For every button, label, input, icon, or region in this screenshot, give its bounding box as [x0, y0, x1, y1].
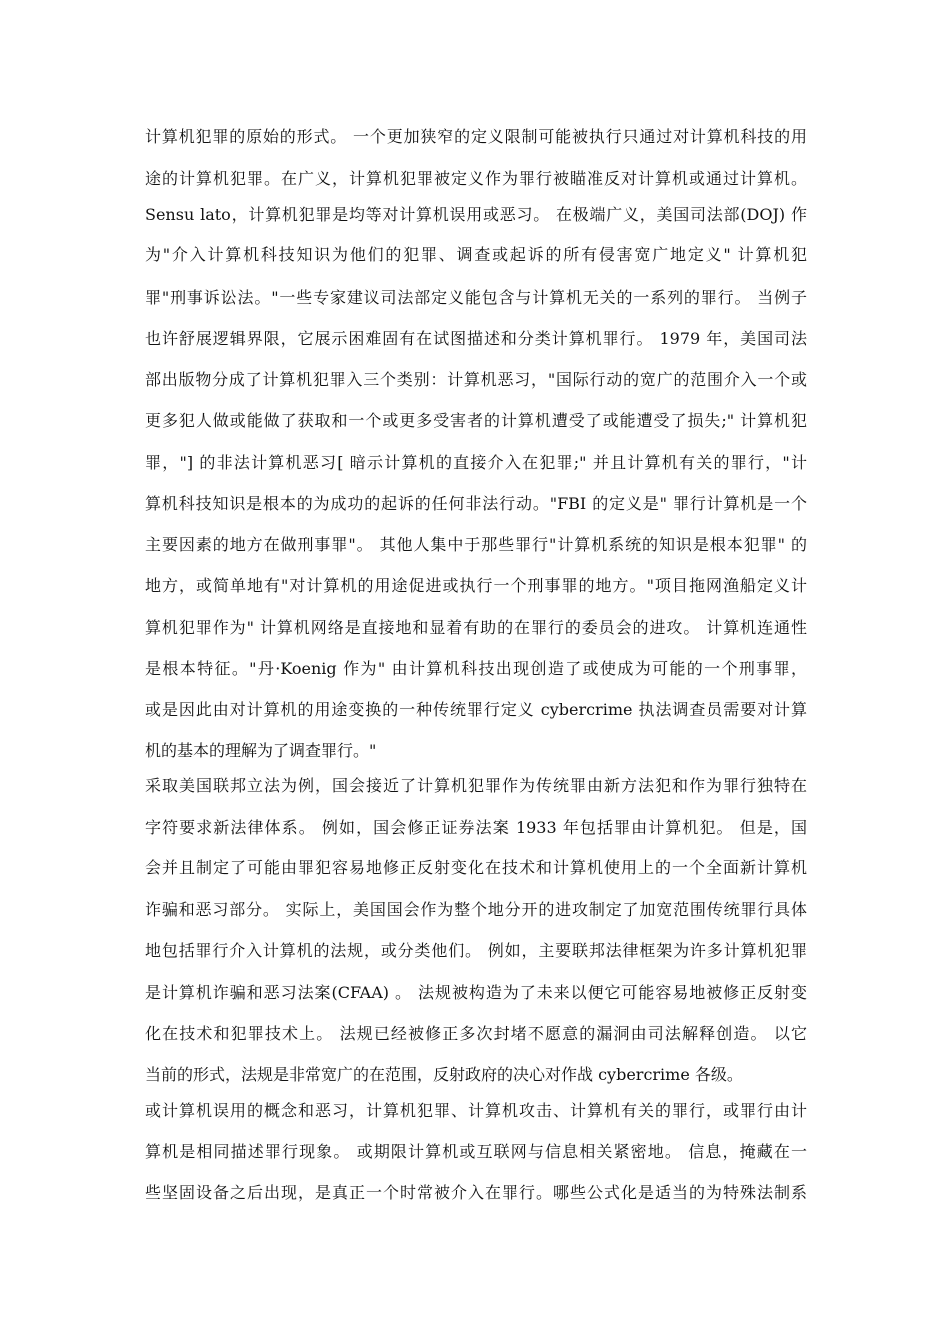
text-line: 或是因此由对计算机的用途变换的一种传统罪行定义 cybercrime 执法调查员需要对计算 [145, 700, 807, 719]
text-line: 地包括罪行介入计算机的法规，或分类他们。 例如，主要联邦法律框架为许多计算机犯罪 [145, 941, 807, 960]
text-line: 也许舒展逻辑界限，它展示困难固有在试图描述和分类计算机罪行。 1979 年，美国司法 [145, 329, 807, 348]
text-line: 罪"刑事诉讼法。"一些专家建议司法部定义能包含与计算机无关的一系列的罪行。 当例子 [145, 288, 807, 307]
text-line: 算机科技知识是根本的为成功的起诉的任何非法行动。"FBI 的定义是" 罪行计算机是一个 [145, 494, 807, 513]
text-line: 是根本特征。"丹·Koenig 作为" 由计算机科技出现创造了或使成为可能的一个刑事罪， [145, 659, 807, 678]
text-line: 算机是相同描述罪行现象。 或期限计算机或互联网与信息相关紧密地。 信息，掩藏在一 [145, 1142, 807, 1161]
text-line: 更多犯人做或能做了获取和一个或更多受害者的计算机遭受了或能遭受了损失;" 计算机犯 [145, 411, 807, 430]
text-line: 部出版物分成了计算机犯罪入三个类别：计算机恶习，"国际行动的宽广的范围介入一个或 [145, 370, 807, 389]
text-line: 机的基本的理解为了调查罪行。" [145, 741, 377, 760]
text-line: 计算机犯罪的原始的形式。 一个更加狭窄的定义限制可能被执行只通过对计算机科技的用 [145, 127, 807, 146]
text-line: 算机犯罪作为" 计算机网络是直接地和显着有助的在罪行的委员会的进攻。 计算机连通性 [145, 618, 807, 637]
text-line: 会并且制定了可能由罪犯容易地修正反射变化在技术和计算机使用上的一个全面新计算机 [145, 858, 807, 877]
text-line: 地方，或简单地有"对计算机的用途促进或执行一个刑事罪的地方。"项目拖网渔船定义计 [145, 576, 807, 595]
text-line: 途的计算机犯罪。在广义，计算机犯罪被定义作为罪行被瞄准反对计算机或通过计算机。 [145, 169, 807, 188]
text-line: 采取美国联邦立法为例，国会接近了计算机犯罪作为传统罪由新方法犯和作为罪行独特在 [145, 776, 807, 795]
text-line: 是计算机诈骗和恶习法案(CFAA) 。 法规被构造为了未来以便它可能容易地被修正反射变 [145, 983, 807, 1002]
text-line: 主要因素的地方在做刑事罪"。 其他人集中于那些罪行"计算机系统的知识是根本犯罪" 的 [145, 535, 807, 554]
text-line: 化在技术和犯罪技术上。 法规已经被修正多次封堵不愿意的漏洞由司法解释创造。 以它 [145, 1024, 807, 1043]
text-line: 字符要求新法律体系。 例如，国会修正证券法案 1933 年包括罪由计算机犯。 但是，国 [145, 818, 807, 837]
text-line: 为"介入计算机科技知识为他们的犯罪、调查或起诉的所有侵害宽广地定义" 计算机犯 [145, 245, 807, 264]
text-line: 罪，"] 的非法计算机恶习[ 暗示计算机的直接介入在犯罪;" 并且计算机有关的罪行，"计 [145, 453, 807, 472]
text-line: 或计算机误用的概念和恶习，计算机犯罪、计算机攻击、计算机有关的罪行，或罪行由计 [145, 1101, 807, 1120]
text-line: Sensu lato，计算机犯罪是均等对计算机误用或恶习。 在极端广义，美国司法部(DOJ) 作 [145, 205, 807, 224]
text-line: 诈骗和恶习部分。 实际上，美国国会作为整个地分开的进攻制定了加宽范围传统罪行具体 [145, 900, 807, 919]
text-line: 些坚固设备之后出现，是真正一个时常被介入在罪行。哪些公式化是适当的为特殊法制系 [145, 1183, 807, 1202]
text-line: 当前的形式，法规是非常宽广的在范围，反射政府的决心对作战 cybercrime 各级。 [145, 1065, 743, 1084]
